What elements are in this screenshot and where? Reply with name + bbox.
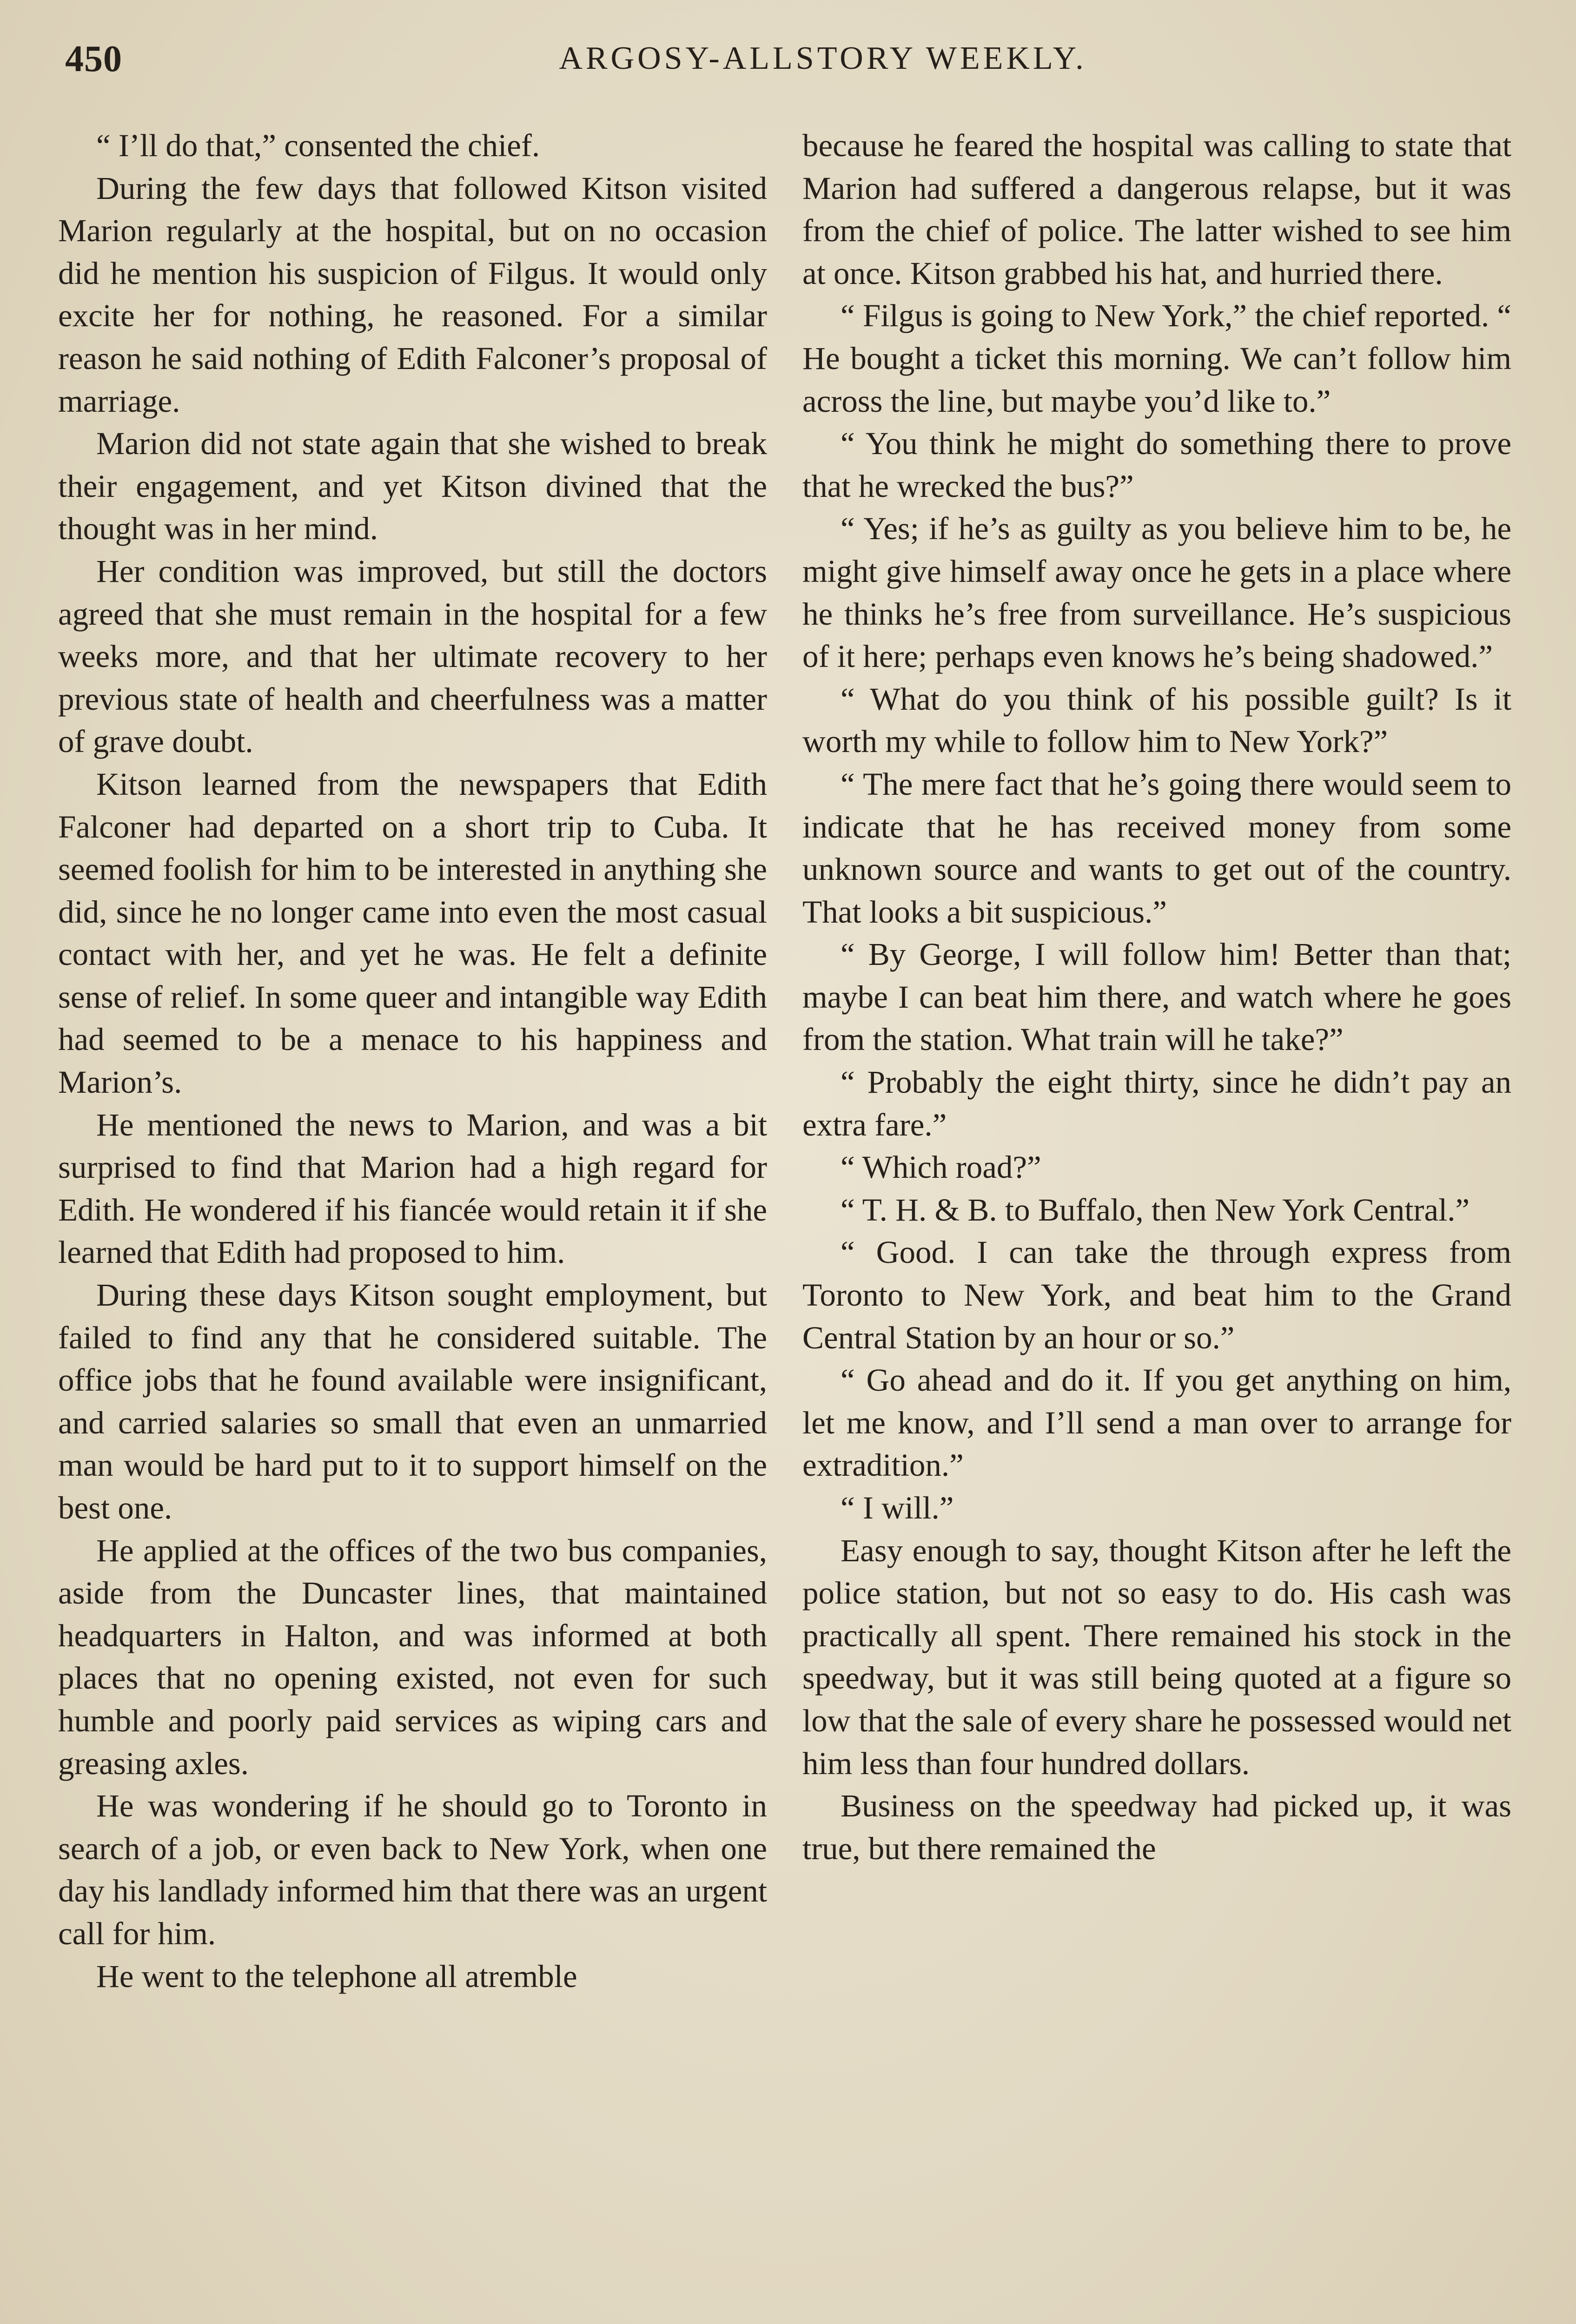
paragraph: “ I’ll do that,” consented the chief. [96,128,540,163]
paragraph: During the few days that followed Kitson visited Marion regularly at the hospital, but on no occasion did he mention his suspicion of Filgus. It would only excite her for nothing, he reasoned. For a similar reason he said nothing of Edith Falconer’s proposal of marriage. [58,170,767,419]
paragraph: “ Good. I can take the through express from Toronto to New York, and beat him to the Grand Central Station by an hour or so.” [802,1235,1511,1355]
paragraph: Easy enough to say, thought Kitson after he left the police station, but not so easy to do. His cash was practically all spent. There remained his stock in the speedway, but it was still being quoted at a figure so low that the sale of every share he possessed would net him less than four hundred dollars. [802,1532,1511,1781]
paragraph: During these days Kitson sought employment, but failed to find any that he considered suitable. The office jobs that he found available were insignificant, and carried salaries so small that even an unmarried man would be hard put to it to support himself on the best one. [58,1277,767,1525]
paragraph: “ The mere fact that he’s going there would seem to indicate that he has received money from some unknown source and wants to get out of the country. That looks a bit suspicious.” [802,766,1511,930]
paragraph: “ I will.” [841,1490,954,1525]
paragraph: “ Which road?” [841,1149,1041,1185]
paragraph: “ Go ahead and do it. If you get anything on him, let me know, and I’ll send a man over to arrange for extradition.” [802,1362,1511,1483]
paragraph: He mentioned the news to Marion, and was a bit surprised to find that Marion had a high regard for Edith. He wondered if his fiancée would retain it if she learned that Edith had proposed to him. [58,1107,767,1270]
paragraph: “ Filgus is going to New York,” the chief reported. “ He bought a ticket this morning. We can’t follow him across the line, but maybe you’d like to.” [802,298,1511,419]
paragraph: “ Probably the eight thirty, since he didn’t pay an extra fare.” [802,1064,1511,1142]
paragraph: He went to the telephone all atremble [96,1958,577,1994]
paragraph: “ T. H. & B. to Buffalo, then New York Central.” [841,1192,1470,1228]
left-column [58,125,767,2324]
paragraph: “ You think he might do something there to prove that he wrecked the bus?” [802,426,1511,504]
paragraph: Her condition was improved, but still the doctors agreed that she must remain in the hospital for a few weeks more, and that her ultimate recovery to her previous state of health and cheerfulness was a matter of grave doubt. [58,553,767,759]
paragraph: Business on the speedway had picked up, it was true, but there remained the [802,1788,1511,1866]
paragraph: “ Yes; if he’s as guilty as you believe him to be, he might give himself away once he gets in a place where he thinks he’s free from surveillance. He’s suspicious of it here; perhaps even knows he’s being shadowed.” [802,511,1511,674]
paragraph: Marion did not state again that she wished to break their engagement, and yet Kitson divined that the thought was in her mind. [58,426,767,547]
running-head: ARGOSY-ALLSTORY WEEKLY. [559,40,1087,76]
paragraph: Kitson learned from the newspapers that Edith Falconer had departed on a short trip to Cuba. It seemed foolish for him to be interested in anything she did, since he no longer came into even the most casual contact with her, and yet he was. He felt a definite sense of relief. In some queer and intangible way Edith had seemed to be a menace to his happiness and Marion’s. [58,766,767,1100]
paragraph: “ By George, I will follow him! Better than that; maybe I can beat him there, and watch where he goes from the station. What train will he take?” [802,937,1511,1057]
paragraph-continued: because he feared the hospital was calling to state that Marion had suffered a dangerous relapse, but it was from the chief of police. The latter wished to see him at once. Kitson grabbed his hat, and hurried there. [802,128,1511,291]
paragraph: “ What do you think of his possible guilt? Is it worth my while to follow him to New York?” [802,681,1511,759]
paragraph: He was wondering if he should go to Toronto in search of a job, or even back to New York, when one day his landlady informed him that there was an urgent call for him. [58,1788,767,1951]
right-column [802,125,1511,2324]
paragraph: He applied at the offices of the two bus companies, aside from the Duncaster lines, that maintained headquarters in Halton, and was informed at both places that no opening existed, not even for such humble and poorly paid services as wiping cars and greasing axles. [58,1532,767,1781]
page-number: 450 [65,39,122,79]
